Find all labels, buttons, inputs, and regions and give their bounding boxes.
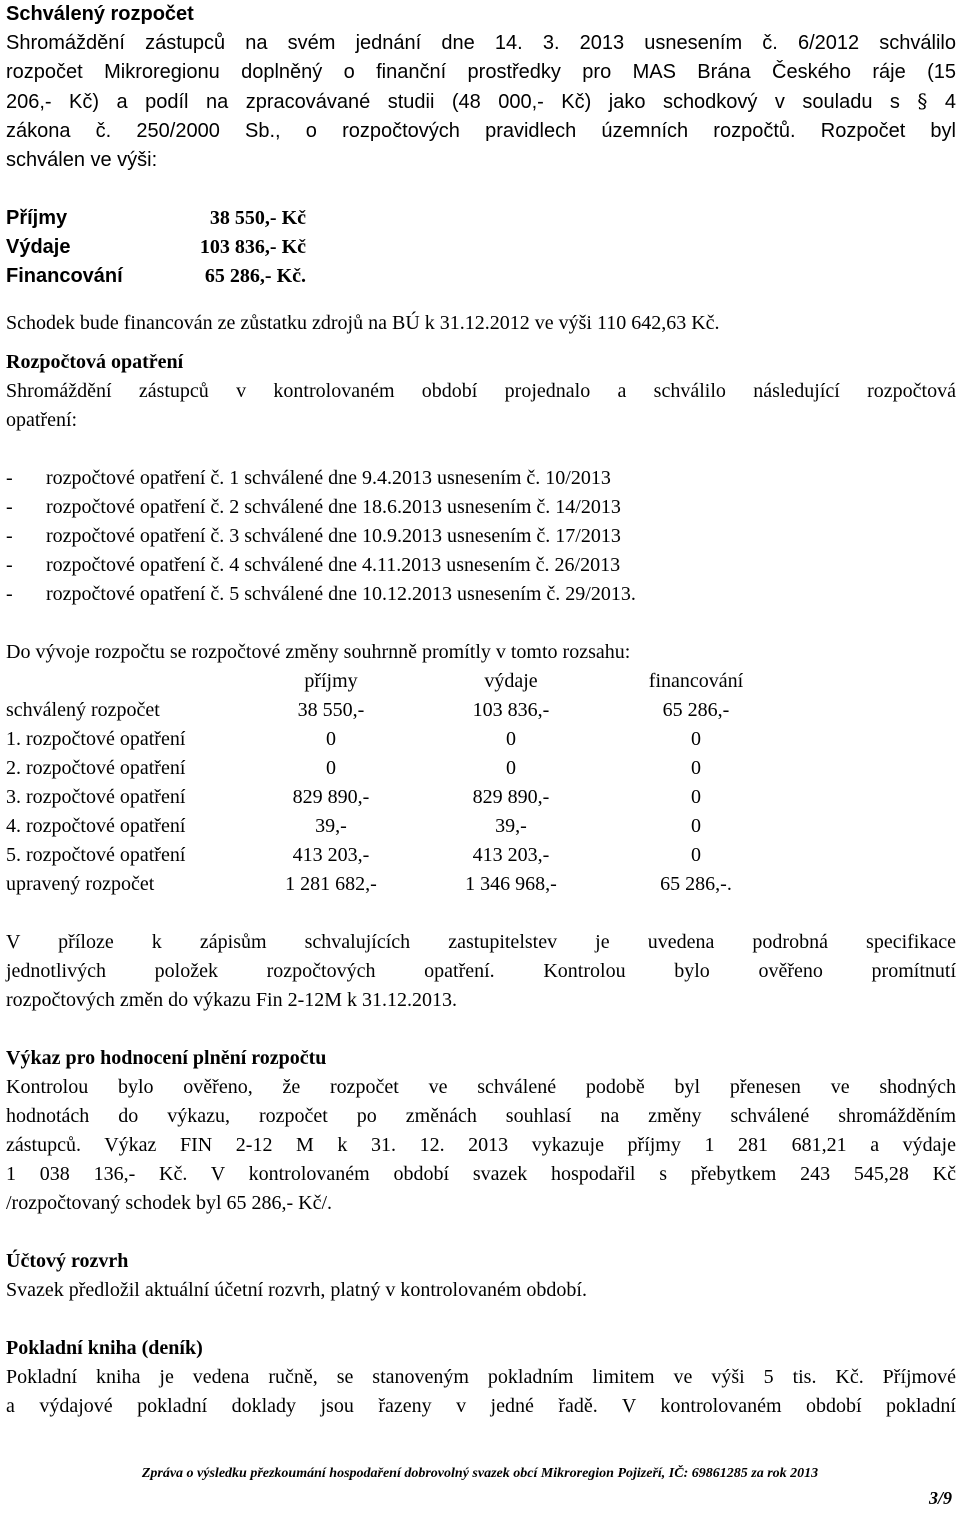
document-page [6, 0, 956, 1421]
report-line-3: zástupců. Výkaz FIN 2-12 M k 31. 12. 2013 vykazuje příjmy 1 281 681,21 a výdaje [6, 1134, 956, 1156]
budget-changes-table [6, 667, 786, 899]
table-cell: 3. rozpočtové opatření [6, 786, 186, 808]
table-cell: 0 [691, 757, 701, 779]
table-header-row [6, 667, 786, 696]
budget-label: Financování [6, 265, 123, 287]
list-dash: - [6, 496, 13, 518]
heading-chart-of-accounts: Účtový rozvrh [6, 1250, 129, 1272]
table-row [6, 725, 786, 754]
list-dash: - [6, 467, 13, 489]
list-item [6, 551, 956, 580]
report-line-1: Kontrolou bylo ověřeno, že rozpočet ve schválené podobě byl přenesen ve shodných [6, 1076, 956, 1098]
table-cell: 1. rozpočtové opatření [6, 728, 186, 750]
appendix-line-1: V příloze k zápisům schvalujících zastupitelstev je uvedena podrobná specifikace [6, 931, 956, 953]
approved-budget-line-2: rozpočet Mikroregionu doplněný o finanční prostředky pro MAS Brána Českého ráje (15 [6, 61, 956, 83]
table-cell: 1 346 968,- [465, 873, 557, 895]
budget-measures-intro-2: opatření: [6, 409, 78, 431]
table-cell: 829 890,- [292, 786, 370, 808]
table-header: financování [648, 670, 744, 692]
table-cell: upravený rozpočet [6, 873, 155, 895]
table-row [6, 812, 786, 841]
approved-budget-summary [6, 204, 956, 291]
table-cell: 0 [691, 815, 701, 837]
table-header [6, 667, 246, 696]
heading-cash-book: Pokladní kniha (deník) [6, 1337, 203, 1359]
list-item [6, 493, 956, 522]
list-dash: - [6, 554, 13, 576]
table-cell: 0 [691, 786, 701, 808]
table-cell: 2. rozpočtové opatření [6, 757, 186, 779]
budget-measures-list [6, 464, 956, 609]
budget-label: Příjmy [6, 207, 68, 229]
table-cell: 39,- [495, 815, 527, 837]
table-header: výdaje [484, 670, 538, 692]
table-cell: 0 [691, 728, 701, 750]
approved-budget-line-3 [6, 87, 956, 117]
budget-value: 38 550,- Kč [209, 207, 306, 229]
list-dash: - [6, 525, 13, 547]
deficit-note: Schodek bude financován ze zůstatku zdrojů na BÚ k 31.12.2012 ve výši 110 642,63 Kč. [6, 312, 720, 334]
table-cell: 0 [691, 844, 701, 866]
chart-of-accounts-text: Svazek předložil aktuální účetní rozvrh, platný v kontrolovaném období. [6, 1279, 587, 1301]
table-row [6, 696, 786, 725]
table-cell: 65 286,- [662, 699, 730, 721]
table-cell: 39,- [315, 815, 347, 837]
table-row [6, 870, 786, 899]
approved-budget-line-3-text: 206,- Kč) a podíl na zpracovávané studii (48 000,- Kč) jako schodkový v souladu s [6, 91, 900, 113]
list-item [6, 464, 956, 493]
table-cell: 4. rozpočtové opatření [6, 815, 186, 837]
list-item [6, 580, 956, 609]
list-dash: - [6, 583, 13, 605]
table-cell: schválený rozpočet [6, 699, 160, 721]
page-footer: Zpráva o výsledku přezkoumání hospodaření dobrovolný svazek obcí Mikroregion Pojizeří, IČ: 69861285 za rok 2013 [141, 1466, 819, 1481]
budget-value: 65 286,- Kč. [204, 265, 306, 287]
measure-text: rozpočtové opatření č. 5 schválené dne 10.12.2013 usnesením č. 29/2013. [46, 583, 636, 605]
approved-budget-line-5: schválen ve výši: [6, 149, 158, 171]
cash-book-line-1: Pokladní kniha je vedena ručně, se stanoveným pokladním limitem ve výši 5 tis. Kč. Příjmové [6, 1366, 956, 1388]
report-line-5: /rozpočtovaný schodek byl 65 286,- Kč/. [6, 1192, 333, 1214]
page-number: 3/9 [928, 1488, 952, 1508]
table-cell: 0 [506, 728, 516, 750]
budget-row-financing [6, 262, 956, 291]
table-cell: 0 [326, 728, 336, 750]
appendix-line-3: rozpočtových změn do výkazu Fin 2-12M k 31.12.2013. [6, 989, 458, 1011]
table-cell: 5. rozpočtové opatření [6, 844, 186, 866]
table-cell: 103 836,- [472, 699, 550, 721]
table-row [6, 754, 786, 783]
table-header: příjmy [304, 670, 358, 692]
table-cell: 0 [326, 757, 336, 779]
cash-book-line-2: a výdajové pokladní doklady jsou řazeny v jedné řadě. V kontrolovaném období pokladní [6, 1395, 956, 1417]
measure-text: rozpočtové opatření č. 4 schválené dne 4.11.2013 usnesením č. 26/2013 [46, 554, 621, 576]
report-line-4: 1 038 136,- Kč. V kontrolovaném období svazek hospodařil s přebytkem 243 545,28 Kč [6, 1163, 956, 1185]
heading-budget-report: Výkaz pro hodnocení plnění rozpočtu [6, 1047, 327, 1069]
table-cell: 65 286,-. [660, 873, 732, 895]
table-cell: 829 890,- [472, 786, 550, 808]
table-cell: 1 281 682,- [285, 873, 377, 895]
table-cell: 0 [506, 757, 516, 779]
budget-label: Výdaje [6, 236, 71, 258]
heading-approved-budget: Schválený rozpočet [6, 3, 194, 25]
list-item [6, 522, 956, 551]
approved-budget-line-1: Shromáždění zástupců na svém jednání dne 14. 3. 2013 usnesením č. 6/2012 schválilo [6, 32, 956, 54]
heading-budget-measures: Rozpočtová opatření [6, 351, 184, 373]
appendix-line-2: jednotlivých položek rozpočtových opatření. Kontrolou bylo ověřeno promítnutí [6, 960, 956, 982]
table-row [6, 783, 786, 812]
table-cell: 413 203,- [292, 844, 370, 866]
changes-intro: Do vývoje rozpočtu se rozpočtové změny souhrnně promítly v tomto rozsahu: [6, 641, 631, 663]
report-line-2: hodnotách do výkazu, rozpočet po změnách souhlasí na změny schválené shromážděním [6, 1105, 956, 1127]
measure-text: rozpočtové opatření č. 1 schválené dne 9.4.2013 usnesením č. 10/2013 [46, 467, 611, 489]
budget-measures-intro-1: Shromáždění zástupců v kontrolovaném období projednalo a schválilo následující rozpočtová [6, 380, 956, 402]
measure-text: rozpočtové opatření č. 2 schválené dne 18.6.2013 usnesením č. 14/2013 [46, 496, 621, 518]
approved-budget-paragraph-number: 4 [944, 91, 957, 113]
table-cell: 38 550,- [297, 699, 365, 721]
budget-row-income [6, 204, 956, 233]
budget-row-expenses [6, 233, 956, 262]
table-cell: 413 203,- [472, 844, 550, 866]
table-row [6, 841, 786, 870]
approved-budget-line-4: zákona č. 250/2000 Sb., o rozpočtových pravidlech územních rozpočtů. Rozpočet byl [6, 120, 956, 142]
section-sign: § [917, 89, 928, 113]
measure-text: rozpočtové opatření č. 3 schválené dne 10.9.2013 usnesením č. 17/2013 [46, 525, 621, 547]
budget-value: 103 836,- Kč [199, 236, 306, 258]
